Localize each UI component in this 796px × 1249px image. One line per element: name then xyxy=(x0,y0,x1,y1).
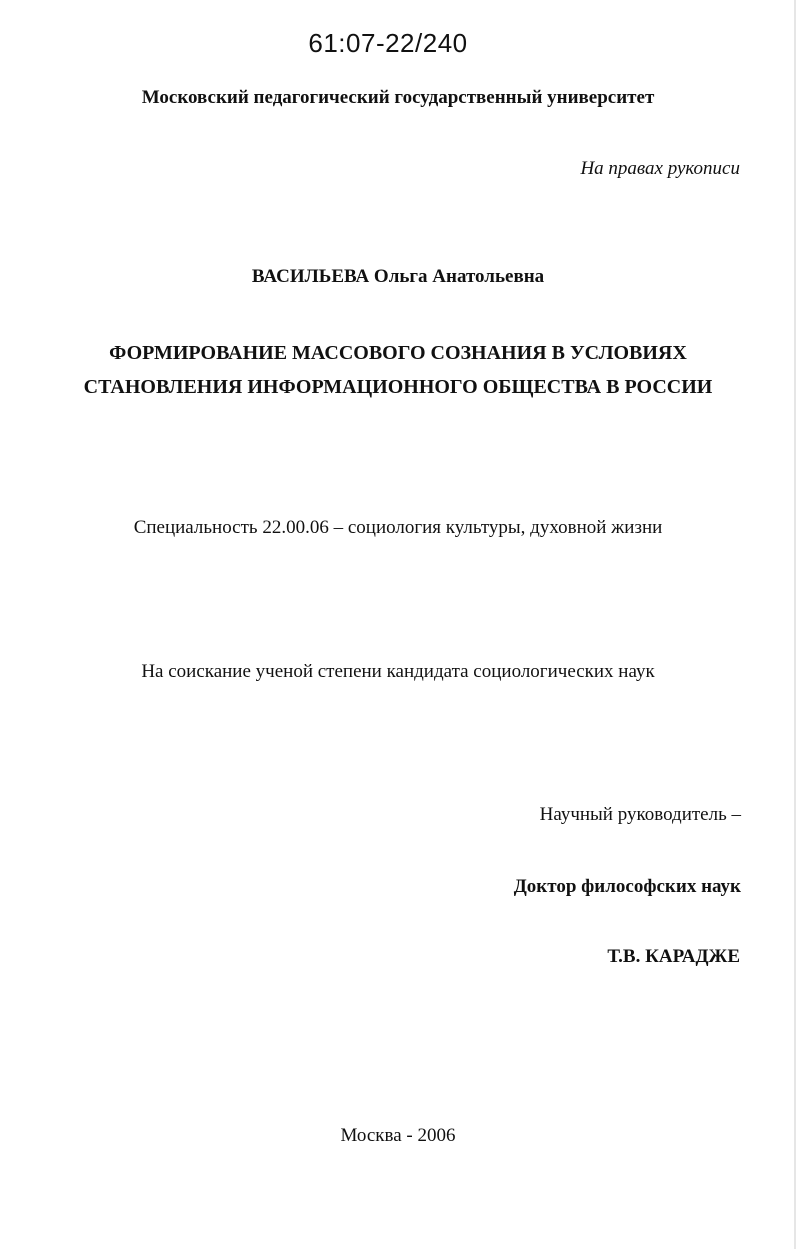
specialty: Специальность 22.00.06 – социология культуры, духовной жизни xyxy=(133,517,663,538)
title-line-1: ФОРМИРОВАНИЕ МАССОВОГО СОЗНАНИЯ В УСЛОВИЯХ xyxy=(109,342,687,364)
title-line-2: СТАНОВЛЕНИЯ ИНФОРМАЦИОННОГО ОБЩЕСТВА В РОССИИ xyxy=(83,376,713,398)
supervisor-degree: Доктор философских наук xyxy=(513,876,741,897)
dissertation-title xyxy=(0,336,796,404)
supervisor-name: Т.В. КАРАДЖЕ xyxy=(607,946,740,967)
university-name: Московский педагогический государственный университет xyxy=(141,87,655,108)
degree-sought: На соискание ученой степени кандидата социологических наук xyxy=(141,661,655,682)
archive-code-text: 61:07-22/240 xyxy=(308,28,468,58)
author-name: ВАСИЛЬЕВА Ольга Анатольевна xyxy=(251,266,545,287)
archive-code xyxy=(0,30,796,56)
supervisor-label: Научный руководитель – xyxy=(539,804,741,825)
city-year: Москва - 2006 xyxy=(340,1125,456,1146)
manuscript-note: На правах рукописи xyxy=(580,158,740,179)
